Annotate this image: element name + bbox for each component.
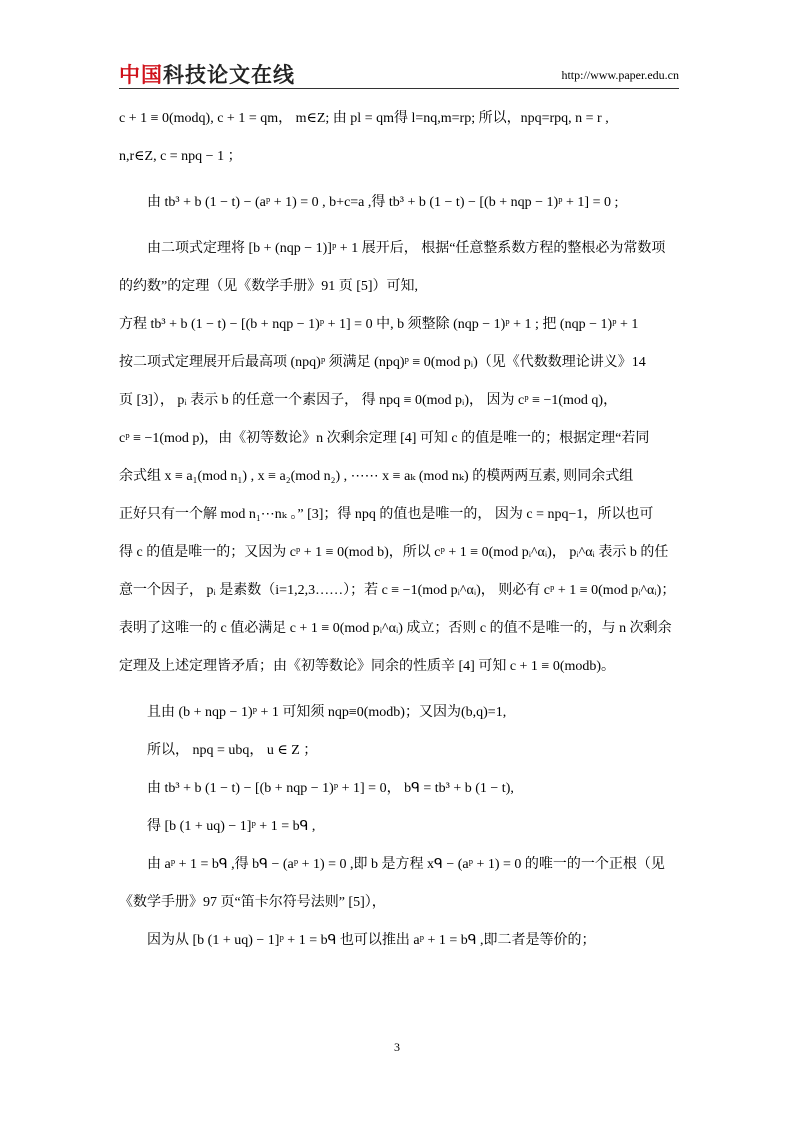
text-line: 由二项式定理将 [b + (nqp − 1)]ᵖ + 1 展开后， 根据“任意整系数方程的整根必为常数项 bbox=[147, 241, 666, 256]
logo-dark-text: 科技论文在线 bbox=[163, 63, 295, 87]
paper-body bbox=[119, 100, 675, 960]
text-line: 定理及上述定理皆矛盾；由《初等数论》同余的性质辛 [4] 可知 c + 1 ≡ 0(modb)。 bbox=[119, 659, 616, 674]
text-line: 且由 (b + nqp − 1)ᵖ + 1 可知须 nqp≡0(modb)；又因为(b,q)=1, bbox=[147, 705, 507, 720]
site-logo[interactable] bbox=[119, 59, 295, 89]
text-line: cᵖ ≡ −1(mod p)，由《初等数论》n 次剩余定理 [4] 可知 c 的值是唯一的；根据定理“若同 bbox=[119, 431, 650, 446]
text-line: 意一个因子， pᵢ 是素数（i=1,2,3……）；若 c ≡ −1(mod pᵢ^αᵢ)， 则必有 cᵖ + 1 ≡ 0(mod pᵢ^αᵢ)； bbox=[119, 583, 675, 598]
text-line: n,r∈Z, c = npq − 1 ； bbox=[119, 149, 242, 164]
page-number: 3 bbox=[394, 1040, 400, 1054]
text-line: 由 tb³ + b (1 − t) − [(b + nqp − 1)ᵖ + 1] = 0， bᑫ = tb³ + b (1 − t), bbox=[147, 781, 514, 796]
text-line: 页 [3]）， pᵢ 表示 b 的任意一个素因子， 得 npq ≡ 0(mod pᵢ)， 因为 cᵖ ≡ −1(mod q)， bbox=[119, 393, 618, 408]
text-line: 表明了这唯一的 c 值必满足 c + 1 ≡ 0(mod pᵢ^αᵢ) 成立；否则 c 的值不是唯一的，与 n 次剩余 bbox=[119, 621, 672, 636]
text-line: 《数学手册》97 页“笛卡尔符号法则” [5]）， bbox=[119, 895, 386, 910]
text-line: 得 c 的值是唯一的；又因为 cᵖ + 1 ≡ 0(mod b)，所以 cᵖ + 1 ≡ 0(mod pᵢ^αᵢ)， pᵢ^αᵢ 表示 b 的任 bbox=[119, 545, 669, 560]
text-line: 方程 tb³ + b (1 − t) − [(b + nqp − 1)ᵖ + 1] = 0 中, b 须整除 (nqp − 1)ᵖ + 1 ; 把 (nqp − 1)ᵖ + 1 bbox=[119, 317, 639, 332]
header-rule bbox=[119, 88, 679, 89]
text-line: 由 tb³ + b (1 − t) − (aᵖ + 1) = 0 , b+c=a ,得 tb³ + b (1 − t) − [(b + nqp − 1)ᵖ + 1] = 0 ; bbox=[147, 195, 619, 210]
text-line: 的约数”的定理（见《数学手册》91 页 [5]）可知, bbox=[119, 279, 419, 294]
site-url[interactable]: http://www.paper.edu.cn bbox=[561, 68, 679, 82]
page-header bbox=[119, 55, 679, 95]
text-line: 因为从 [b (1 + uq) − 1]ᵖ + 1 = bᑫ 也可以推出 aᵖ + 1 = bᑫ ,即二者是等价的； bbox=[147, 933, 596, 948]
logo-red-text: 中国 bbox=[119, 63, 163, 87]
text-line: 余式组 x ≡ a₁(mod n₁) , x ≡ a₂(mod n₂) , ⋯⋯ x ≡ aₖ (mod nₖ) 的模两两互素, 则同余式组 bbox=[119, 469, 634, 484]
text-line: 按二项式定理展开后最高项 (npq)ᵖ 须满足 (npq)ᵖ ≡ 0(mod pᵢ)（见《代数数理论讲义》14 bbox=[119, 355, 646, 370]
text-line: 得 [b (1 + uq) − 1]ᵖ + 1 = bᑫ , bbox=[147, 819, 316, 834]
text-line: 所以， npq = ubq， u ∈ Z ； bbox=[147, 743, 318, 758]
text-line: 由 aᵖ + 1 = bᑫ ,得 bᑫ − (aᵖ + 1) = 0 ,即 b 是方程 xᑫ − (aᵖ + 1) = 0 的唯一的一个正根（见 bbox=[147, 857, 665, 872]
text-line: 正好只有一个解 mod n₁⋯nₖ 。” [3]；得 npq 的值也是唯一的， 因为 c = npq−1，所以也可 bbox=[119, 507, 654, 522]
text-line: c + 1 ≡ 0(modq), c + 1 = qm， m∈Z; 由 pl = qm得 l=nq,m=rp; 所以，npq=rpq, n = r , bbox=[119, 111, 609, 126]
